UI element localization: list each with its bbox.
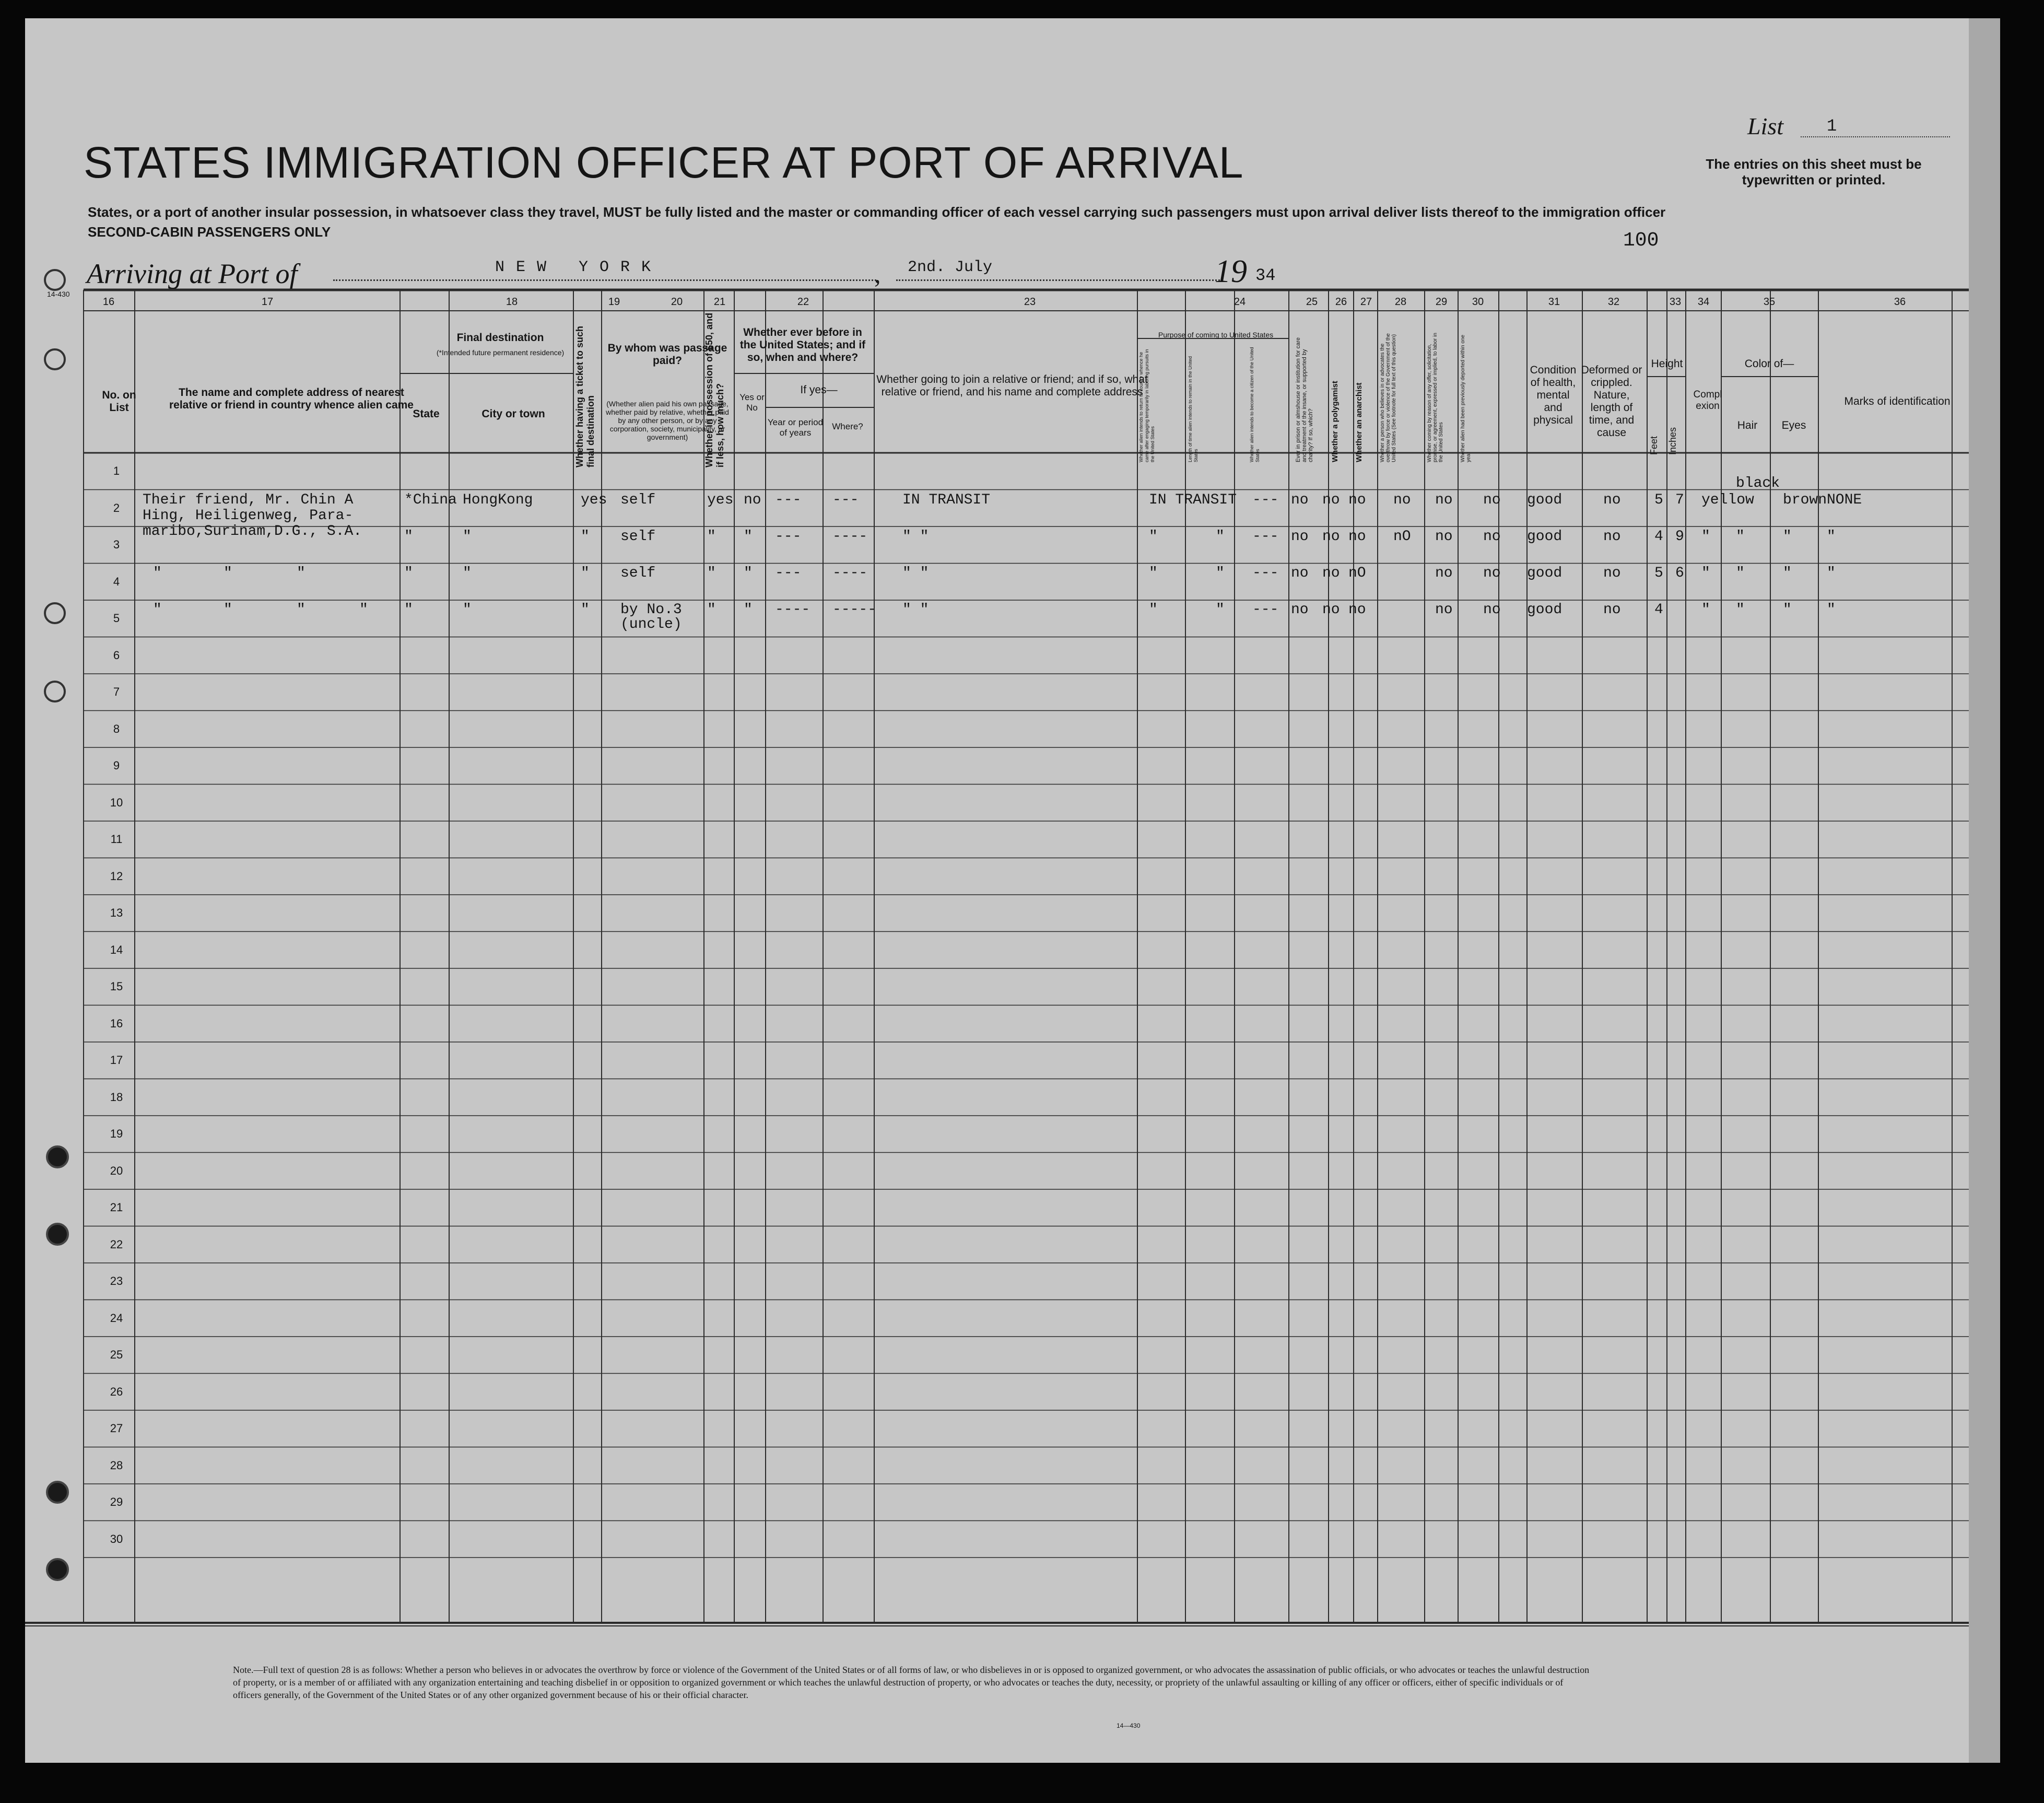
cell-eyes: "	[1783, 529, 1792, 545]
cell-before: "	[744, 529, 753, 545]
column-number: 24	[1234, 296, 1246, 308]
cell-complexion: yellow	[1701, 492, 1754, 508]
ditto-mark: "	[153, 602, 162, 618]
header-deported: Whether alien had been previously deported within one year	[1460, 334, 1472, 462]
row-number: 15	[110, 980, 123, 993]
relative-address-line: Hing, Heiligenweg, Para-	[143, 508, 354, 524]
cell-paid: self	[620, 492, 656, 508]
header-state: State	[413, 408, 440, 420]
row-number: 23	[110, 1274, 123, 1287]
cell-money: yes	[707, 492, 734, 508]
cell-eyes: "	[1783, 565, 1792, 581]
cell-prison: no	[1291, 492, 1309, 508]
ditto-mark: "	[297, 565, 306, 581]
cell-health: good	[1527, 565, 1563, 581]
ditto-mark: "	[359, 602, 368, 618]
cell-paid: by No.3	[620, 602, 682, 618]
relative-address-line: Their friend, Mr. Chin A	[143, 492, 354, 508]
cell-years: ---	[775, 529, 802, 545]
header-join-relative: Whether going to join a relative or friend; and if so, what relative or friend, and his name and complete address	[876, 373, 1148, 398]
cell-hair: "	[1736, 565, 1745, 581]
arriving-label: Arriving at Port of	[87, 258, 298, 289]
header-final-destination: Final destination	[456, 332, 544, 344]
cell-purpose_c: ---	[1252, 602, 1279, 618]
header-health: Condition of health, mental and physical	[1530, 364, 1577, 426]
cell-polygamist: no	[1322, 565, 1340, 581]
cell-years: ---	[775, 492, 802, 508]
row-number: 26	[110, 1385, 123, 1398]
row-number: 4	[113, 575, 120, 588]
cell-purpose_a: "	[1149, 529, 1158, 545]
row-number: 17	[110, 1053, 123, 1067]
row-number: 6	[113, 648, 120, 662]
header-eyes: Eyes	[1781, 419, 1806, 431]
cell-deformed: no	[1603, 602, 1621, 618]
cell-marks: NONE	[1827, 492, 1862, 508]
cell-complexion: "	[1701, 565, 1710, 581]
year-suffix: 34	[1255, 266, 1276, 285]
column-number: 20	[671, 296, 683, 308]
header-city: City or town	[481, 408, 545, 420]
header-complexion: Complexion	[1693, 389, 1722, 412]
column-number: 31	[1548, 296, 1560, 308]
page-subtitle: States, or a port of another insular possession, in whatsoever class they travel, MUST be fully listed and the master or commanding officer of each vessel carrying such passengers must upon arrival deliver lists thereof to the immigration officer	[88, 204, 1666, 220]
column-number: 21	[713, 296, 726, 308]
row-number: 3	[113, 538, 120, 551]
row-number: 18	[110, 1090, 123, 1104]
header-where: Where?	[832, 422, 863, 431]
cell-inches: 6	[1675, 565, 1684, 581]
ditto-mark: "	[297, 602, 306, 618]
cell-prison: no	[1291, 602, 1309, 618]
cell-state: *China	[404, 492, 457, 508]
punch-ring	[44, 269, 66, 291]
form-id: 14-430	[47, 290, 70, 298]
header-inches: Inches	[1667, 427, 1678, 455]
row-number: 21	[110, 1201, 123, 1214]
cabin-class: SECOND-CABIN PASSENGERS ONLY	[88, 224, 331, 240]
ditto-mark: "	[224, 602, 232, 618]
cell-feet: 4	[1654, 602, 1663, 618]
cell-marks: "	[1827, 529, 1836, 545]
cell-inches: 7	[1675, 492, 1684, 508]
cell-ticket: "	[581, 602, 590, 618]
punch-hole	[46, 1481, 69, 1504]
column-number: 29	[1435, 296, 1448, 308]
cell-deformed: no	[1603, 492, 1621, 508]
cell-deported: no	[1483, 602, 1501, 618]
cell-purpose_b: "	[1216, 602, 1225, 618]
cell-inches: 9	[1675, 529, 1684, 545]
relative-address-line: maribo,Surinam,D.G., S.A.	[143, 523, 362, 540]
column-number: 16	[102, 296, 115, 308]
cell-labor: no	[1435, 529, 1453, 545]
header-ticket: Whether having a ticket to such final destination	[574, 325, 596, 467]
cell-feet: 5	[1654, 492, 1663, 508]
column-number: 25	[1306, 296, 1318, 308]
cell-deformed: no	[1603, 565, 1621, 581]
row-number: 11	[110, 833, 123, 846]
header-money: Whether in possession of $50, and if less, how much?	[704, 312, 725, 467]
row-number: 24	[110, 1311, 123, 1325]
cell-health: good	[1527, 492, 1563, 508]
column-number: 33	[1669, 296, 1682, 308]
punch-hole	[46, 1145, 69, 1168]
header-relative: The name and complete address of nearest relative or friend in country whence alien came	[169, 387, 414, 411]
column-number: 36	[1894, 296, 1906, 308]
header-deformed: Deformed or crippled. Nature, length of time, and cause	[1581, 364, 1642, 439]
cell-purpose_b: "	[1216, 529, 1225, 545]
cell-city: "	[463, 529, 472, 545]
cell-join: " "	[902, 565, 929, 581]
cell-complexion: "	[1701, 529, 1710, 545]
punch-hole	[46, 1223, 69, 1246]
row-number: 27	[110, 1422, 123, 1435]
cell-purpose_a: "	[1149, 565, 1158, 581]
cell-paid: (uncle)	[620, 616, 682, 633]
header-purpose-citizen: Whether alien intends to become a citizen of the United States	[1249, 347, 1260, 462]
cell-deported: no	[1483, 492, 1501, 508]
row-number: 25	[110, 1348, 123, 1361]
cell-purpose_c: ---	[1252, 529, 1279, 545]
row-number: 13	[110, 906, 123, 919]
cell-join: " "	[902, 602, 929, 618]
cell-polygamist: no	[1322, 602, 1340, 618]
header-passage-paid-sub: (Whether alien paid his own passage, whether paid by relative, whether paid by any other person, or by any corporation, society, municipality, or government)	[606, 400, 729, 441]
column-number: 22	[797, 296, 809, 308]
column-number: 18	[506, 296, 518, 308]
cell-eyes: brown	[1783, 492, 1827, 508]
header-labor-offer: Whether coming by reason of any offer, solicitation, promise, or agreement, expressed or implied, to labor in the United States	[1427, 333, 1444, 462]
column-number: 34	[1697, 296, 1710, 308]
row-number: 10	[110, 795, 123, 809]
cell-hair: "	[1736, 529, 1745, 545]
header-overthrow: Whether a person who believes in or advocates the overthrow by force or violence of the Government of the United States (See footnote for full text of this question)	[1380, 333, 1397, 462]
cell-deported: no	[1483, 565, 1501, 581]
cell-prison: no	[1291, 529, 1309, 545]
cell-where: ----	[832, 529, 868, 545]
cell-purpose_c: ---	[1252, 565, 1279, 581]
cell-anarchist: nO	[1348, 565, 1366, 581]
header-yes-no: Yes or No	[739, 392, 765, 413]
ditto-mark: "	[224, 565, 232, 581]
cell-eyes: "	[1783, 602, 1792, 618]
typed-note: The entries on this sheet must be typewritten or printed.	[1706, 156, 1922, 188]
cell-purpose_a: IN TRANSIT	[1149, 492, 1237, 508]
row-number: 7	[113, 685, 120, 698]
cell-state: "	[404, 602, 413, 618]
sheet-count: 100	[1623, 229, 1659, 252]
cell-ticket: "	[581, 529, 590, 545]
cell-overthrow: no	[1393, 492, 1411, 508]
list-label: List	[1747, 113, 1784, 139]
cell-hair: "	[1736, 602, 1745, 618]
cell-anarchist: no	[1348, 492, 1366, 508]
column-number: 17	[261, 296, 274, 308]
cell-purpose_c: ---	[1252, 492, 1279, 508]
cell-feet: 4	[1654, 529, 1663, 545]
cell-purpose_a: "	[1149, 602, 1158, 618]
cell-before: "	[744, 565, 753, 581]
footnote-form-id: 14—430	[1117, 1722, 1141, 1729]
row-number: 14	[110, 943, 123, 956]
cell-overthrow: nO	[1393, 529, 1411, 545]
cell-polygamist: no	[1322, 492, 1340, 508]
row-number: 20	[110, 1164, 123, 1177]
punch-ring	[44, 602, 66, 624]
cell-complexion: "	[1701, 602, 1710, 618]
comma: ,	[874, 259, 881, 288]
row-number: 12	[110, 869, 123, 883]
row-number: 22	[110, 1237, 123, 1251]
cell-deformed: no	[1603, 529, 1621, 545]
manifest-sheet	[25, 18, 2000, 1763]
cell-where: -----	[832, 602, 877, 618]
cell-before: no	[744, 492, 761, 508]
row-number: 29	[110, 1495, 123, 1508]
list-number: 1	[1827, 116, 1837, 136]
punch-hole	[46, 1558, 69, 1581]
column-number: 26	[1335, 296, 1347, 308]
header-color-of: Color of—	[1744, 358, 1794, 370]
cell-years: ---	[775, 565, 802, 581]
ditto-mark: "	[153, 565, 162, 581]
page-edge	[1969, 18, 2000, 1763]
header-if-yes: If yes—	[800, 384, 838, 396]
cell-marks: "	[1827, 565, 1836, 581]
header-hair: Hair	[1737, 419, 1758, 431]
footnote: Note.—Full text of question 28 is as follows: Whether a person who believes in or advocates the overthrow by force or violence of the Government of the United States or of all forms of law, or who disbelieves in or is opposed to organized government, or who advocates the assassination of public officials, or who advocates or teaches the unlawful destruction of property, or is a member of or affiliated with any organization entertaining and teaching disbelief in or opposition to organized government or which teaches the unlawful destruction of property, or who advocates or teaches the duty, necessity, or propriety of the unlawful assaulting or killing of any officer or officers, either of specific individuals or of officers generally, of the Government of the United States or of any other organized government because of his or their official character.	[233, 1665, 1590, 1700]
column-number: 28	[1394, 296, 1407, 308]
row-number: 5	[113, 612, 120, 625]
cell-city: HongKong	[463, 492, 533, 508]
cell-state: "	[404, 529, 413, 545]
cell-money: "	[707, 565, 716, 581]
cell-years: ----	[775, 602, 810, 618]
cell-polygamist: no	[1322, 529, 1340, 545]
row-number: 9	[113, 759, 120, 772]
cell-anarchist: no	[1348, 602, 1366, 618]
header-no-on-list: No. on List	[102, 389, 136, 414]
date-value: 2nd. July	[908, 259, 993, 276]
cell-money: "	[707, 529, 716, 545]
cell-ticket: yes	[581, 492, 607, 508]
cell-labor: no	[1435, 492, 1453, 508]
header-purpose-return: Whether alien intends to return to country whence he came after engaging temporarily in laboring pursuits in the United States	[1138, 349, 1155, 462]
header-before-us: Whether ever before in the United States; and if so, when and where?	[739, 326, 866, 364]
header-years: Year or period of years	[767, 417, 824, 438]
column-number: 23	[1024, 296, 1036, 308]
row-number: 8	[113, 722, 120, 735]
cell-purpose_b: "	[1216, 565, 1225, 581]
header-polygamist: Whether a polygamist	[1331, 381, 1340, 462]
cell-city: "	[463, 602, 472, 618]
header-purpose: Purpose of coming to United States	[1158, 331, 1274, 339]
port-value: NEW YORK	[495, 259, 663, 276]
cell-anarchist: no	[1348, 529, 1366, 545]
cell-deported: no	[1483, 529, 1501, 545]
cell-money: "	[707, 602, 716, 618]
header-marks: Marks of identification	[1844, 395, 1951, 407]
cell-join: " "	[902, 529, 929, 545]
cell-labor: no	[1435, 602, 1453, 618]
row-number: 2	[113, 501, 120, 514]
column-number: 35	[1763, 296, 1776, 308]
cell-marks: "	[1827, 602, 1836, 618]
header-final-destination-sub: (*Intended future permanent residence)	[436, 348, 565, 357]
cell-paid: self	[620, 565, 656, 581]
cell-where: ----	[832, 565, 868, 581]
cell-paid: self	[620, 529, 656, 545]
page-title: STATES IMMIGRATION OFFICER AT PORT OF ARRIVAL	[84, 138, 1244, 187]
column-number: 27	[1360, 296, 1372, 308]
cell-hair: black	[1736, 475, 1780, 491]
row-number: 1	[113, 464, 120, 477]
year-prefix: 19	[1215, 254, 1247, 289]
row-number: 16	[110, 1016, 123, 1030]
cell-ticket: "	[581, 565, 590, 581]
cell-labor: no	[1435, 565, 1453, 581]
manifest-grid	[25, 18, 2000, 1763]
header-purpose-length: Length of time alien intends to remain in the United States	[1188, 356, 1199, 462]
cell-where: ---	[832, 492, 859, 508]
cell-health: good	[1527, 602, 1563, 618]
row-number: 28	[110, 1458, 123, 1472]
cell-city: "	[463, 565, 472, 581]
header-height: Height	[1651, 358, 1683, 370]
header-anarchist: Whether an anarchist	[1355, 382, 1364, 462]
cell-state: "	[404, 565, 413, 581]
column-number: 30	[1472, 296, 1484, 308]
header-passage-paid: By whom was passage paid?	[607, 342, 727, 367]
header-feet: Feet	[1649, 436, 1659, 455]
row-number: 30	[110, 1532, 123, 1546]
cell-feet: 5	[1654, 565, 1663, 581]
cell-prison: no	[1291, 565, 1309, 581]
cell-join: IN TRANSIT	[902, 492, 991, 508]
cell-health: good	[1527, 529, 1563, 545]
header-prison: Ever in prison or almshouse or institution for care and treatment of the insane, or supported by charity? If so, which?	[1295, 337, 1314, 462]
column-number: 32	[1607, 296, 1620, 308]
column-number: 19	[608, 296, 620, 308]
punch-ring	[44, 681, 66, 703]
row-number: 19	[110, 1127, 123, 1140]
cell-before: "	[744, 602, 753, 618]
punch-ring	[44, 348, 66, 370]
